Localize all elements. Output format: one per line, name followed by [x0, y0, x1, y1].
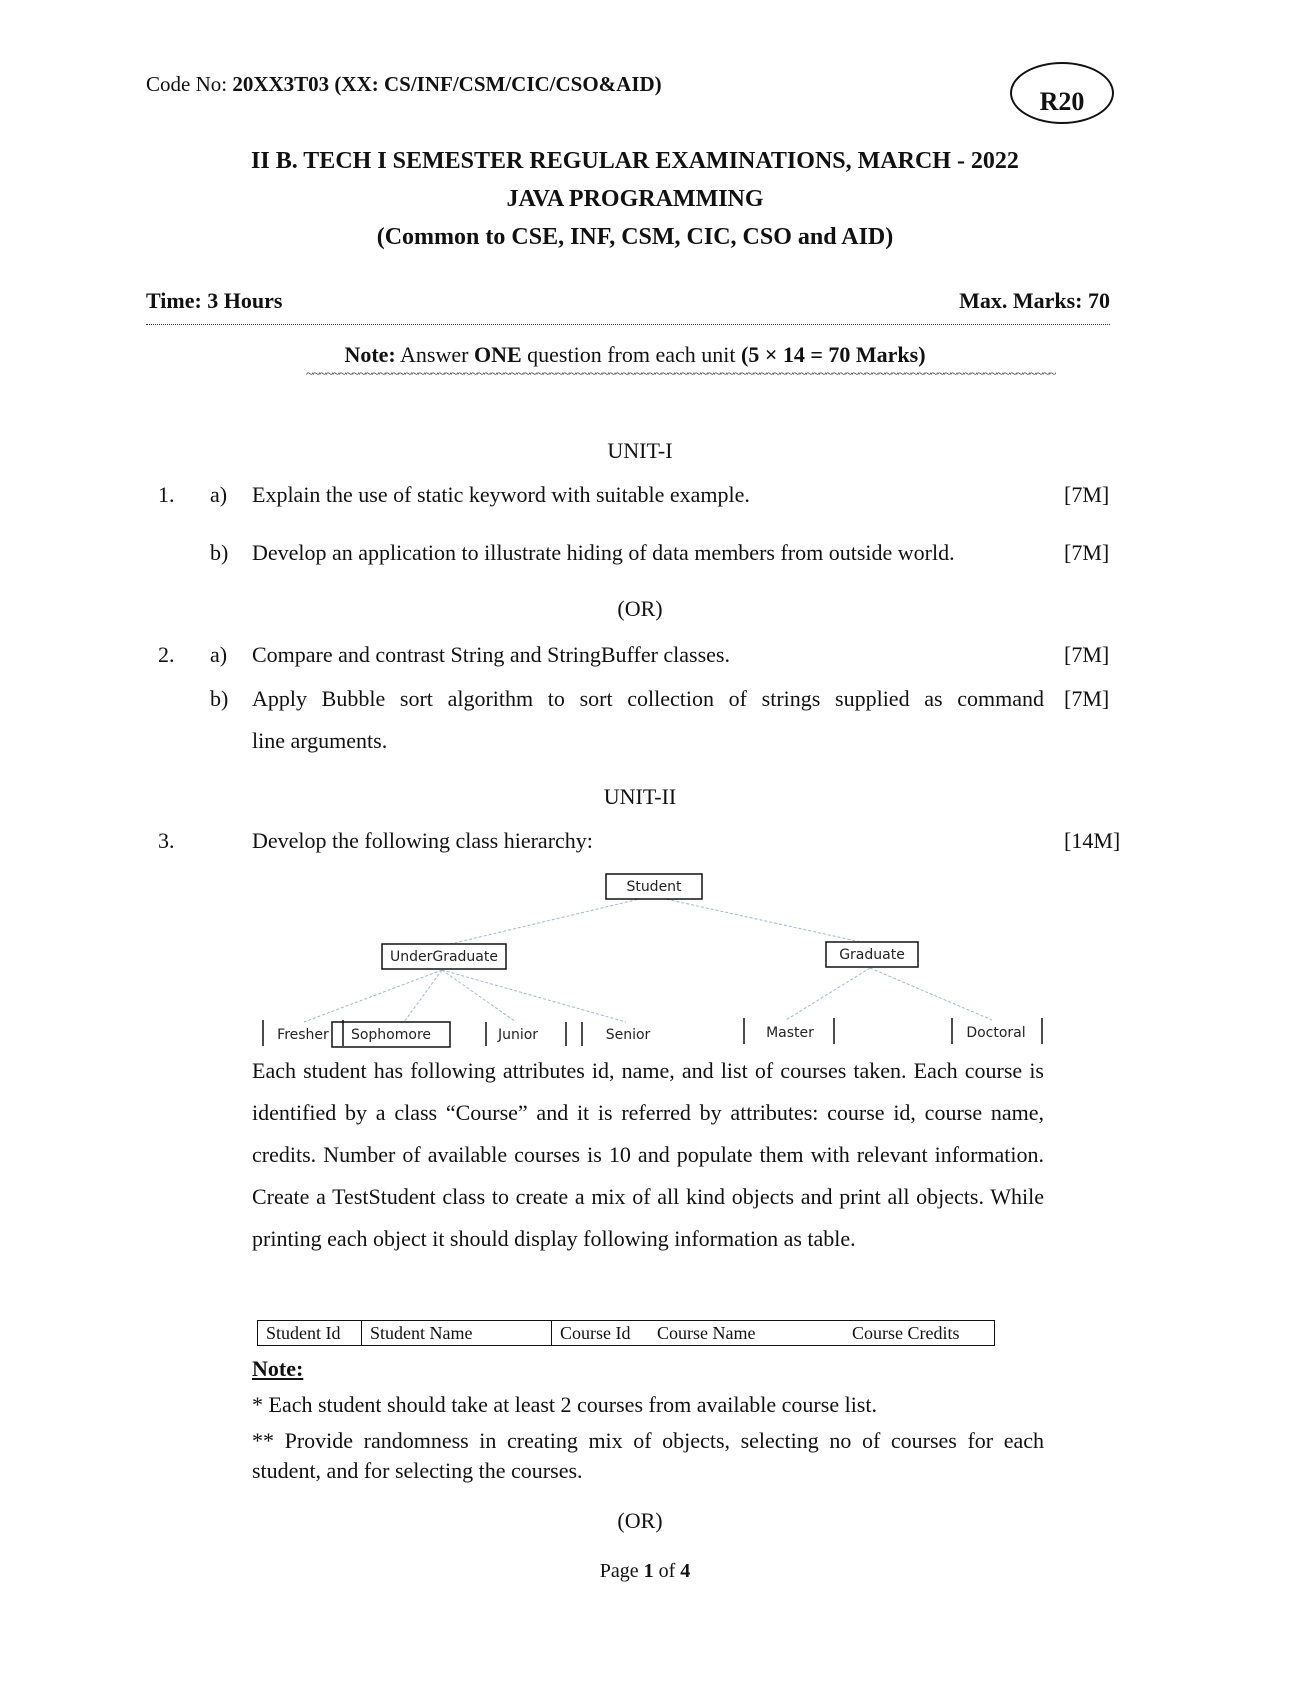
q3-paragraph: Each student has following attributes id, name, and list of courses taken. Each course is identified by a class “Course” and it is referred by attributes: course id, course name, credits. Number of available courses is 10 and populate them with relevant information. Create a TestStudent class to create a mix of all kind objects and print all objects. While printing each object it should display following information as table.: [252, 1058, 1044, 1251]
note-text-a: Answer: [395, 342, 474, 367]
q1b-marks: [7M]: [1064, 540, 1110, 565]
node-student: Student: [626, 879, 682, 895]
node-master: Master: [766, 1025, 814, 1041]
q2b-marks: [7M]: [1064, 686, 1110, 711]
note-label: Note:: [344, 342, 396, 367]
code-value: 20XX3T03 (XX: CS/INF/CSM/CIC/CSO&AID): [232, 72, 662, 96]
col-divider-2: [551, 1321, 552, 1345]
unit-1-heading: UNIT-I: [607, 438, 673, 463]
node-fresher: Fresher: [277, 1027, 329, 1043]
q1a-text: Explain the use of static keyword with suitable example.: [252, 482, 750, 507]
q1b-label: b): [210, 540, 229, 565]
node-sophomore: Sophomore: [350, 1027, 432, 1043]
q2a-marks: [7M]: [1064, 642, 1110, 667]
footer-of-word: of: [653, 1560, 681, 1582]
q3-marks: [14M]: [1064, 828, 1121, 853]
q3-text: Develop the following class hierarchy:: [252, 828, 593, 853]
footer-page-num: 1: [643, 1560, 654, 1582]
footer-page-word: Page: [599, 1560, 644, 1582]
col-course-id: Course Id: [560, 1323, 631, 1343]
col-course-credits: Course Credits: [852, 1323, 960, 1343]
note-text-b: question from each unit: [521, 342, 741, 367]
q2a-text: Compare and contrast String and StringBuffer classes.: [252, 642, 730, 667]
q2b-label: b): [210, 686, 229, 711]
q2-number: 2.: [158, 642, 175, 667]
q3-note-1: * Each student should take at least 2 courses from available course list.: [252, 1392, 877, 1417]
q1b-text: Develop an application to illustrate hiding of data members from outside world.: [252, 540, 955, 565]
note-one: ONE: [473, 342, 522, 367]
node-graduate: Graduate: [839, 947, 905, 963]
col-divider-1: [361, 1321, 362, 1345]
col-student-id: Student Id: [266, 1323, 341, 1343]
node-junior: Junior: [497, 1027, 539, 1043]
q3-note-2: ** Provide randomness in creating mix of objects, selecting no of courses for each student, and for selecting the courses.: [252, 1428, 1044, 1483]
footer-page-total: 4: [680, 1560, 691, 1582]
subject-title: JAVA PROGRAMMING: [506, 186, 764, 212]
note-marks: (5 × 14 = 70 Marks): [741, 342, 926, 367]
regulation-badge: R20: [1010, 62, 1114, 124]
tilde-divider: ~~~~~~~~~~~~~~~~~~~~~~~~~~~~~~~~~~~~~~~~~~~~~~~~~~~~~~~~~~~~~~~~~~~~~~~~~~~~~~~~~~~~~~~~~~~~~~~~~~~~~~~~~~~~~~~~~~: [306, 367, 1056, 382]
code-label: Code No:: [146, 72, 233, 96]
node-doctoral: Doctoral: [966, 1025, 1026, 1041]
q2b-text-line2: line arguments.: [252, 728, 388, 753]
or-separator-1: (OR): [617, 596, 663, 621]
exam-title: II B. TECH I SEMESTER REGULAR EXAMINATIONS, MARCH - 2022: [251, 148, 1019, 174]
col-course-name: Course Name: [657, 1323, 756, 1343]
output-table-header: [257, 1320, 995, 1346]
node-undergraduate: UnderGraduate: [389, 949, 499, 965]
q2a-label: a): [210, 642, 228, 667]
node-senior: Senior: [605, 1027, 651, 1043]
q1a-marks: [7M]: [1064, 482, 1110, 507]
branches-title: (Common to CSE, INF, CSM, CIC, CSO and AID): [376, 224, 894, 250]
page-footer: [0, 1560, 1290, 1583]
q2b-text-line1: Apply Bubble sort algorithm to sort collection of strings supplied as command: [252, 686, 1044, 711]
q3-number: 3.: [158, 828, 175, 853]
or-separator-2: (OR): [617, 1508, 663, 1533]
col-student-name: Student Name: [370, 1323, 473, 1343]
q1a-label: a): [210, 482, 228, 507]
max-marks-label: Max. Marks: 70: [959, 288, 1110, 313]
q1-number: 1.: [158, 482, 175, 507]
time-label: Time: 3 Hours: [146, 288, 283, 313]
q3-note-label: Note:: [252, 1356, 304, 1381]
unit-2-heading: UNIT-II: [603, 784, 677, 809]
